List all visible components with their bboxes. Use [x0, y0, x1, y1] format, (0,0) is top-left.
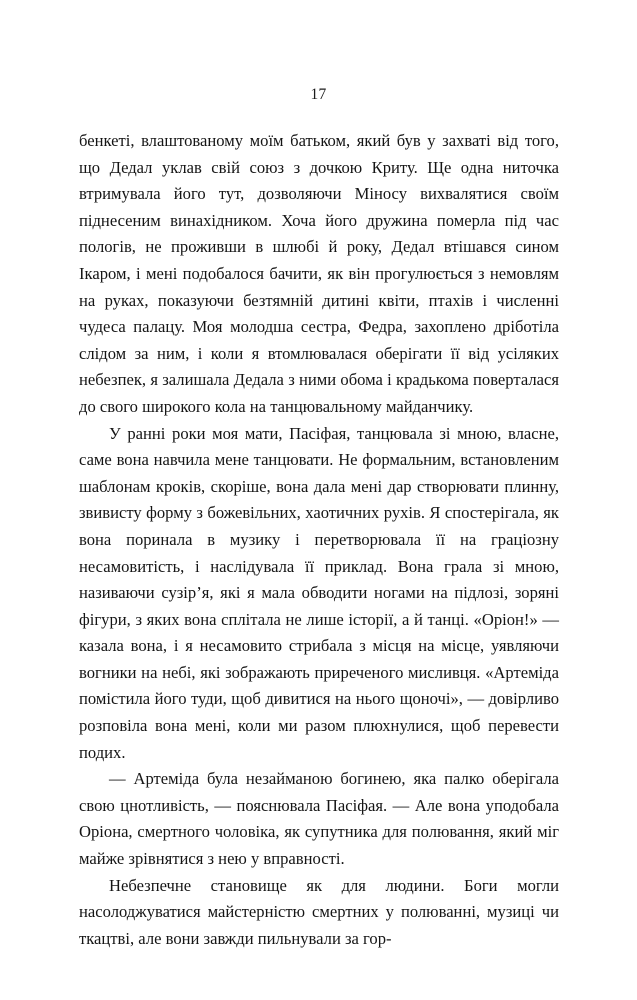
paragraph: У ранні роки моя мати, Пасіфая, танцювала зі мною, власне, саме вона навчила мене танцювати. Не формальним, встановленим шаблонам кроків, скоріше, вона дала мені дар створювати плинну, звивисту форму з божевільних, хаотичних рухів. Я спостерігала, як вона поринала в музику і перетворювала її на граціозну несамовитість, і наслідувала її приклад. Вона грала зі мною, називаючи сузір’я, які я мала обводити ногами на підлозі, зоряні фігури, з яких вона сплітала не лише історії, а й танці. «Оріон!» — казала вона, і я несамовито стрибала з місця на місце, уявляючи вогники на небі, які зображають приреченого мисливця. «Артеміда помістила його туди, щоб дивитися на нього щоночі», — довірливо розповіла вона мені, коли ми разом плюхнулися, щоб перевести подих. — [79, 423, 559, 762]
paragraph: бенкеті, влаштованому моїм батьком, який був у захваті від того, що Дедал уклав свій союз з дочкою Криту. Ще одна ниточка втримувала його тут, дозволяючи Міносу вихвалятися своїм піднесеним винахідником. Хоча його дружина померла під час пологів, не проживши в шлюбі й року, Дедал втішався сином Ікаром, і мені подобалося бачити, як він прогулюється з немовлям на руках, показуючи безтямній дитині квіти, птахів і численні чудеса палацу. Моя молодша сестра, Федра, захоплено дріботіла слідом за ним, і коли я втомлювалася оберігати її від усіляких небезпек, я залишала Дедала з ними обома і крадькома поверталася до свого широкого кола на танцювальному майданчику. — [79, 131, 559, 416]
paragraph: — Артеміда була незайманою богинею, яка палко оберігала свою цнотливість, — пояснювала Пасіфая. — Але вона уподобала Оріона, смертного чоловіка, як супутника для полювання, який міг майже зрівнятися з нею у вправності. — [79, 769, 559, 869]
paragraph: Небезпечне становище як для людини. Боги могли насолоджуватися майстерністю смертних у полюванні, музиці чи ткацтві, але вони завжди пильнували за гор- — [79, 875, 559, 948]
body-text — [79, 128, 559, 952]
page-number: 17 — [310, 86, 327, 103]
